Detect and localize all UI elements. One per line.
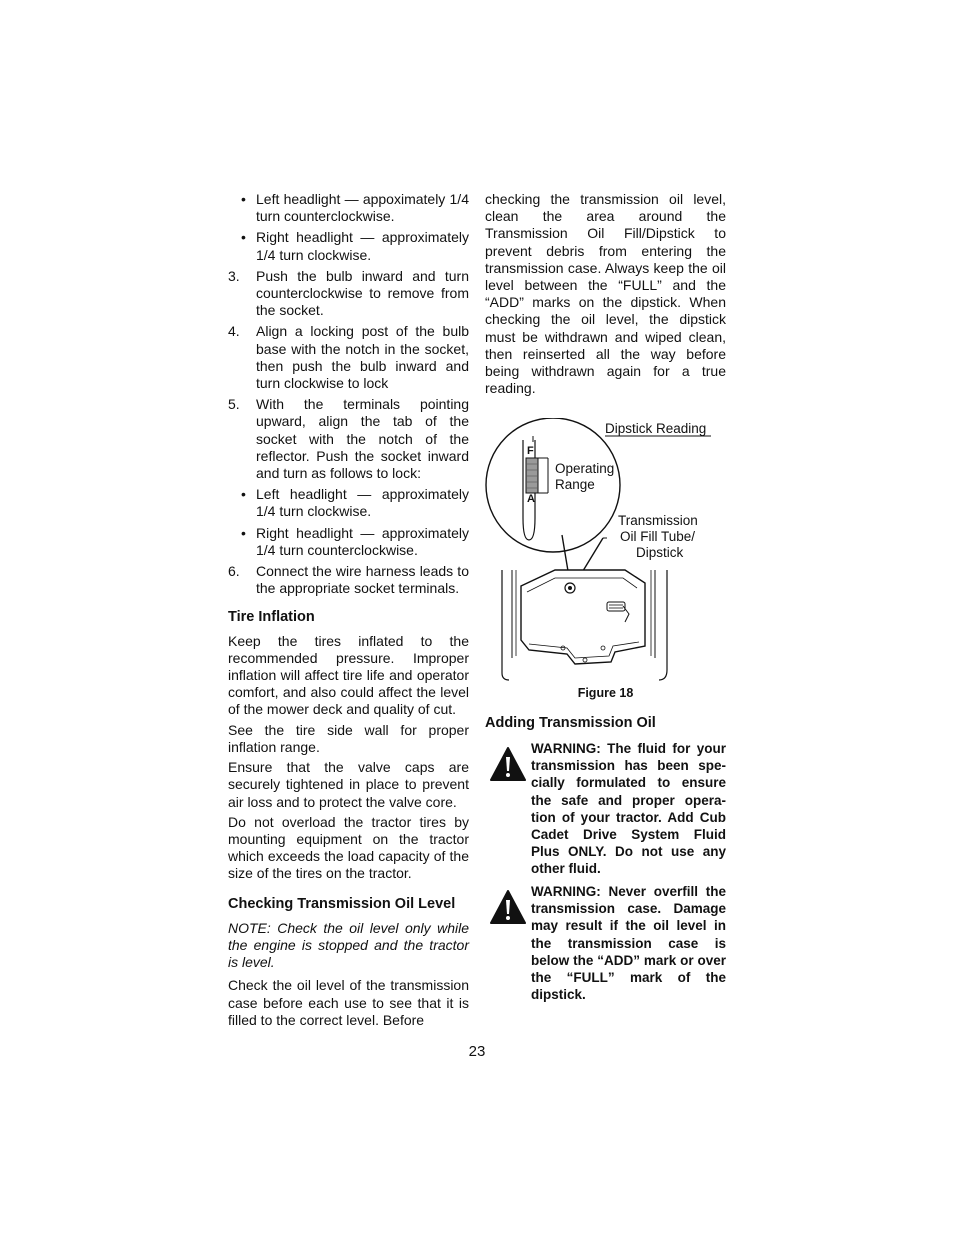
figure-caption: Figure 18 bbox=[577, 686, 634, 700]
step-number: 5. bbox=[228, 396, 240, 413]
fill-tube-label-1: Transmission bbox=[618, 513, 698, 528]
step-number: 4. bbox=[228, 323, 240, 340]
fill-tube-label-2: Oil Fill Tube/ bbox=[620, 529, 696, 544]
paragraph: Keep the tires inflated to the recommended pressure. Improper inflation will affect tire life and operator comfort, and also could affect the level of the mower deck and quality of cut. bbox=[228, 632, 469, 718]
step-item bbox=[228, 268, 469, 320]
fill-tube-label-3: Dipstick bbox=[636, 545, 684, 560]
paragraph: See the tire side wall for proper inflation range. bbox=[228, 721, 469, 755]
dipstick-illustration bbox=[485, 418, 726, 688]
step-text: Push the bulb inward and turn counterclockwise to remove from the socket. bbox=[256, 267, 469, 319]
right-column bbox=[485, 191, 726, 400]
bullet-text: Right headlight — approximately 1/4 turn counterclockwise. bbox=[256, 524, 469, 558]
bullet-item: • Left headlight — approximately 1/4 turn clockwise. bbox=[241, 486, 469, 520]
tire-inflation-heading: Tire Inflation bbox=[228, 609, 315, 626]
dipstick-reading-label: Dipstick Reading bbox=[605, 421, 707, 436]
note-text: NOTE: Check the oil level only while the engine is stopped and the tractor is level. bbox=[228, 919, 469, 971]
bullet-text: Left headlight — appoximately 1/4 turn counterclockwise. bbox=[256, 191, 469, 225]
step-item bbox=[228, 323, 469, 392]
paragraph: Check the oil level of the transmission case before each use to see that it is filled to the correct level. Before bbox=[228, 977, 469, 1028]
warning-block-2 bbox=[485, 883, 726, 1003]
paragraph: checking the transmission oil level, clean the area around the Transmission Oil Fill/Dipstick to prevent debris from entering the transmission case. Always keep the oil level between the “FULL” and the “ADD” marks on the dipstick. When checking the oil level, the dipstick must be withdrawn and wiped clean, then reinserted all the way before being withdrawn again for a true reading. bbox=[485, 191, 726, 397]
adding-oil-section bbox=[485, 715, 726, 732]
operating-range-label-1: Operating bbox=[555, 461, 615, 476]
transmission-case bbox=[521, 570, 645, 664]
operating-range-label-2: Range bbox=[555, 477, 595, 492]
add-mark-label: A bbox=[527, 493, 535, 505]
step-text: With the terminals pointing upward, align the tab of the socket with the notch of the reflector. Push the socket inward and turn as follows to lock: bbox=[256, 396, 469, 482]
warning-text: WARNING: The fluid for your transmission has been spe-cially formulated to ensure the safe and proper opera-tion of your tractor. Add Cub Cadet Drive System Fluid Plus ONLY. Do not use any other fluid. bbox=[531, 741, 726, 877]
warning-text: WARNING: Never overfill the transmission case. Damage may result if the oil level in the transmission case is below the “ADD” mark or over the “FULL” mark of the dipstick. bbox=[531, 884, 726, 1003]
magnifier-circle bbox=[486, 418, 620, 552]
step-item bbox=[228, 396, 469, 482]
adding-oil-heading: Adding Transmission Oil bbox=[485, 715, 656, 731]
warning-triangle-icon bbox=[489, 889, 527, 925]
page-number: 23 bbox=[468, 1043, 486, 1060]
step-text: Align a locking post of the bulb base with the notch in the socket, then push the bulb inward and turn clockwise to lock bbox=[256, 323, 469, 392]
bullet-item: • Right headlight — approximately 1/4 turn clockwise. bbox=[241, 229, 469, 263]
paragraph: Ensure that the valve caps are securely tightened in place to prevent air loss and to protect the valve core. bbox=[228, 759, 469, 810]
warning-triangle-icon bbox=[489, 746, 527, 782]
checking-oil-heading: Checking Transmission Oil Level bbox=[228, 895, 456, 912]
bullet-text: Left headlight — approximately 1/4 turn clockwise. bbox=[256, 486, 469, 520]
step-number: 6. bbox=[228, 563, 240, 580]
bullet-item: • Right headlight — approximately 1/4 turn counterclockwise. bbox=[241, 524, 469, 558]
step-number: 3. bbox=[228, 267, 240, 284]
bullet-item: • Left headlight — appoximately 1/4 turn counterclockwise. bbox=[241, 191, 469, 225]
figure-18 bbox=[485, 418, 726, 708]
step-item bbox=[228, 563, 469, 597]
step-text: Connect the wire harness leads to the appropriate socket terminals. bbox=[256, 563, 469, 597]
paragraph: Do not overload the tractor tires by mounting equipment on the tractor which exceeds the load capacity of the size of the tires on the tractor. bbox=[228, 813, 469, 882]
bullet-text: Right headlight — approximately 1/4 turn clockwise. bbox=[256, 229, 469, 263]
full-mark-label: F bbox=[527, 445, 534, 457]
warning-block-1 bbox=[485, 740, 726, 878]
left-column bbox=[228, 191, 469, 1032]
